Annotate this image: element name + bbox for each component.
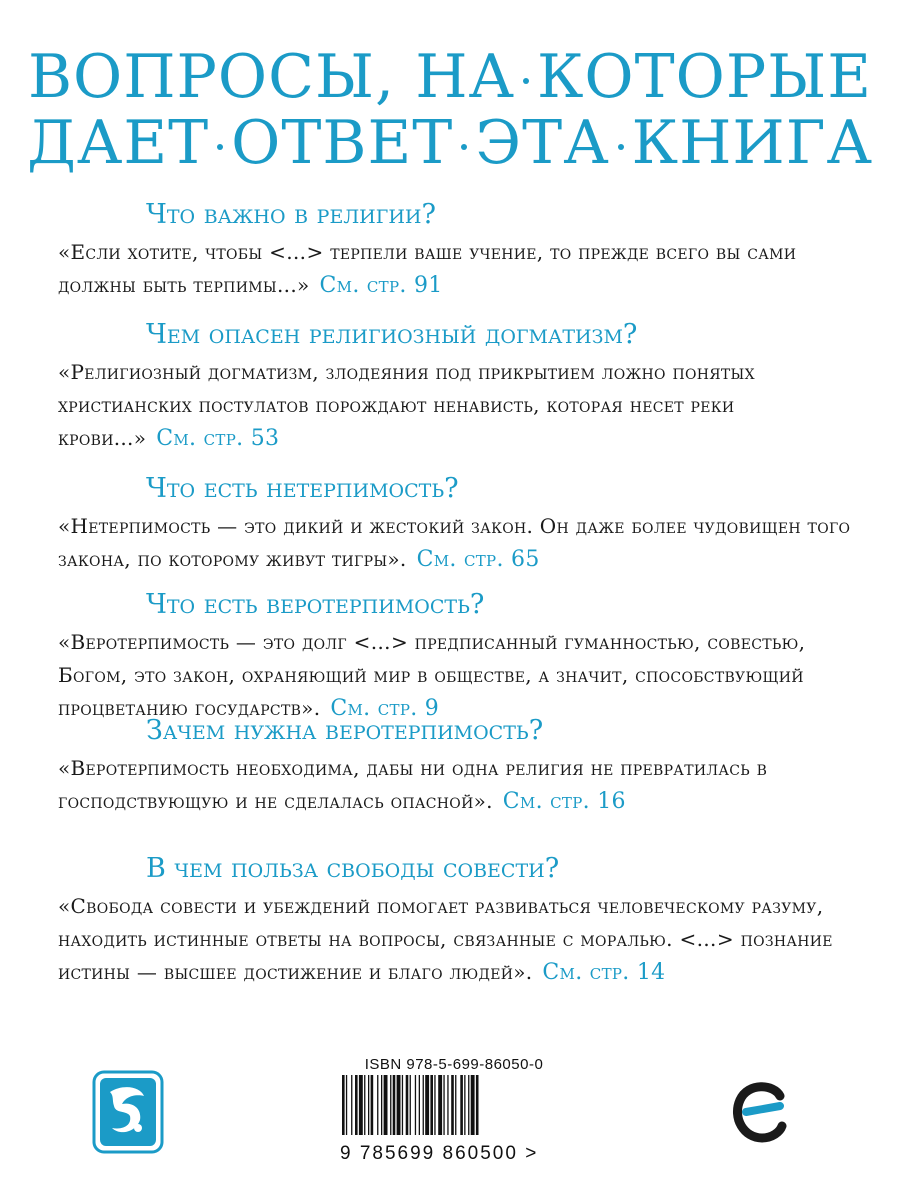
qa-block-3 bbox=[58, 472, 858, 576]
barcode-bar bbox=[402, 1075, 403, 1135]
qa-block-6 bbox=[58, 852, 858, 989]
barcode-bar bbox=[351, 1075, 352, 1135]
answer: «Веротерпимость необходима, дабы ни одна религия не превратилась в господствующую и не сделалась опасной». См. стр. 16 bbox=[58, 756, 768, 814]
qa-block-5 bbox=[58, 714, 858, 818]
answer: «Свобода совести и убеждений помогает развиваться человеческому разуму, находить истинные ответы на вопросы, связанные с моралью. <…> познание истины — высшее достижение и благо людей». См. стр. 14 bbox=[58, 894, 833, 985]
answer: «Религиозный догматизм, злодеяния под прикрытием ложно понятых христианских постулатов порождают ненависть, которая несет реки крови...» См. стр. 53 bbox=[58, 360, 755, 451]
barcode bbox=[340, 1056, 568, 1176]
barcode-bar bbox=[364, 1075, 365, 1135]
question: Что есть веротерпимость? bbox=[146, 589, 485, 620]
barcode-bar bbox=[476, 1075, 479, 1135]
barcode-bar bbox=[346, 1075, 347, 1135]
title-dot bbox=[523, 78, 529, 84]
page-reference: См. стр. 9 bbox=[330, 696, 440, 721]
cover-title bbox=[0, 44, 900, 176]
barcode-bar bbox=[464, 1075, 465, 1135]
barcode-bars bbox=[340, 1073, 568, 1137]
barcode-bar bbox=[342, 1075, 345, 1135]
title-dot bbox=[618, 144, 624, 150]
title-dot bbox=[461, 144, 467, 150]
barcode-bar bbox=[381, 1075, 382, 1135]
barcode-bar bbox=[430, 1075, 433, 1135]
page-reference: См. стр. 14 bbox=[542, 960, 666, 985]
answer: «Нетерпимость — это дикий и жестокий закон. Он даже более чудовищен того закона, по которому живут тигры». См. стр. 65 bbox=[58, 514, 851, 572]
barcode-bar bbox=[384, 1075, 388, 1135]
barcode-bar bbox=[423, 1075, 424, 1135]
barcode-bar bbox=[355, 1075, 358, 1135]
barcode-bar bbox=[460, 1075, 463, 1135]
barcode-bar bbox=[371, 1075, 374, 1135]
barcode-bar bbox=[468, 1075, 469, 1135]
barcode-bar bbox=[471, 1075, 475, 1135]
question: Чем опасен религиозный догматизм? bbox=[146, 319, 638, 350]
barcode-bar bbox=[410, 1075, 411, 1135]
barcode-bar bbox=[406, 1075, 409, 1135]
barcode-bar bbox=[425, 1075, 429, 1135]
question: Что есть нетерпимость? bbox=[146, 473, 459, 504]
title-dot bbox=[217, 144, 223, 150]
barcode-bar bbox=[415, 1075, 416, 1135]
barcode-digits: 9 785699 860500 > bbox=[340, 1143, 539, 1164]
question: В чем польза свободы совести? bbox=[146, 853, 560, 884]
eksmo-e-logo-icon bbox=[730, 1076, 790, 1146]
question: Зачем нужна веротерпимость? bbox=[146, 715, 544, 746]
question: Что важно в религии? bbox=[146, 199, 436, 230]
barcode-bar bbox=[434, 1075, 435, 1135]
barcode-bar bbox=[438, 1075, 442, 1135]
barcode-bar bbox=[443, 1075, 444, 1135]
barcode-bar bbox=[377, 1075, 378, 1135]
barcode-bar bbox=[368, 1075, 369, 1135]
qa-block-4 bbox=[58, 588, 858, 725]
barcode-bar bbox=[455, 1075, 456, 1135]
qa-block-1 bbox=[58, 198, 858, 302]
page-reference: См. стр. 65 bbox=[416, 547, 540, 572]
title-line-1: ВОПРОСЫ, НА КОТОРЫЕ bbox=[27, 42, 873, 112]
qa-block-2 bbox=[58, 318, 858, 455]
barcode-bar bbox=[359, 1075, 363, 1135]
title-line-2: ДАЕТ ОТВЕТ ЭТА КНИГА bbox=[27, 108, 873, 178]
barcode-bar bbox=[393, 1075, 396, 1135]
barcode-bar bbox=[390, 1075, 391, 1135]
barcode-bar bbox=[419, 1075, 420, 1135]
answer: «Если хотите, чтобы <…> терпели ваше учение, то прежде всего вы сами должны быть терпимы...» См. стр. 91 bbox=[58, 240, 797, 298]
barcode-bar bbox=[447, 1075, 448, 1135]
barcode-bar bbox=[397, 1075, 401, 1135]
answer: «Веротерпимость — это долг <…> предписанный гуманностью, совестью, Богом, это закон, охраняющий мир в обществе, а значит, способствующий процветанию государств». См. стр. 9 bbox=[58, 630, 806, 721]
isbn-text: ISBN 978-5-699-86050-0 bbox=[364, 1056, 544, 1073]
publisher-mark-icon bbox=[92, 1070, 164, 1154]
page-reference: См. стр. 53 bbox=[156, 426, 280, 451]
barcode-bar bbox=[451, 1075, 454, 1135]
page-reference: См. стр. 16 bbox=[502, 789, 626, 814]
page-reference: См. стр. 91 bbox=[319, 273, 443, 298]
